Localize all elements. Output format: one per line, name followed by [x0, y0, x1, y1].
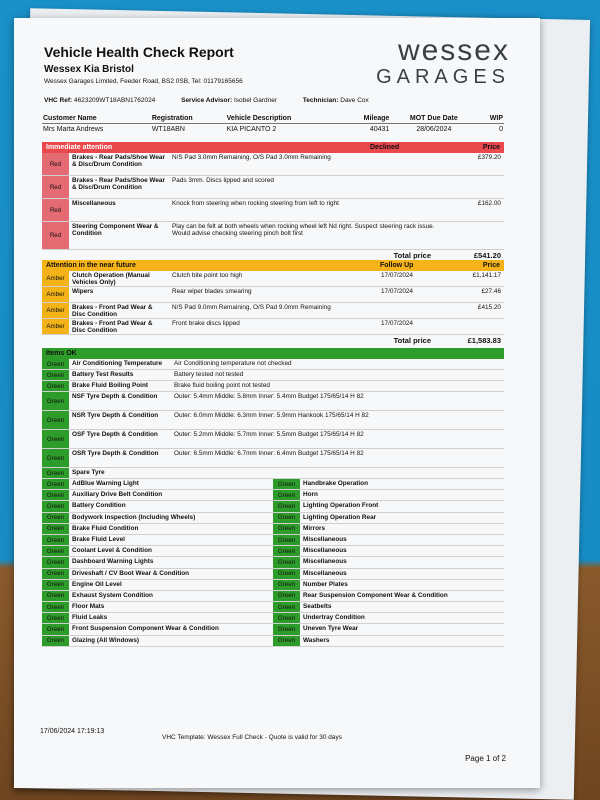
item-price: £162.00 — [477, 200, 501, 207]
list-item — [42, 602, 273, 613]
item-name: Engine Oil Level — [72, 580, 122, 588]
item-name: Miscellaneous — [72, 200, 116, 207]
col-customer: Customer Name — [42, 114, 151, 124]
mot-due: 28/06/2024 — [416, 126, 452, 133]
item-name: Battery Test Results — [72, 371, 134, 378]
item-name: Lighting Operation Rear — [303, 513, 377, 521]
table-row — [42, 359, 504, 370]
list-item — [273, 501, 504, 512]
dealer-name: Wessex Kia Bristol — [44, 64, 134, 75]
status-badge: Amber — [42, 303, 69, 318]
item-note: Battery tested not tested — [174, 371, 244, 378]
near-future-total — [42, 335, 504, 346]
table-row — [42, 468, 504, 479]
status-badge: Green — [42, 546, 69, 556]
item-name: Miscellaneous — [303, 558, 347, 566]
item-note: Outer: 5.2mm Middle: 5.7mm Inner: 5.5mm Budget 175/65/14 H 82 — [174, 431, 364, 438]
item-price — [446, 176, 504, 198]
item-name: Miscellaneous — [303, 547, 347, 555]
status-badge: Green — [42, 591, 69, 601]
status-badge: Green — [42, 535, 69, 545]
item-name: Air Conditioning Temperature — [72, 360, 163, 367]
total-label: Total price — [393, 336, 431, 345]
status-badge: Red — [42, 176, 69, 198]
status-badge: Green — [273, 557, 300, 567]
report-title: Vehicle Health Check Report — [44, 44, 234, 60]
list-item — [273, 636, 504, 647]
status-badge: Green — [273, 636, 300, 646]
list-item — [42, 535, 273, 546]
status-badge: Green — [273, 569, 300, 579]
status-badge: Green — [273, 535, 300, 545]
item-price: £415.20 — [477, 304, 501, 311]
item-name: NSR Tyre Depth & Condition — [72, 412, 159, 419]
item-note: Outer: 6.5mm Middle: 6.7mm Inner: 6.4mm Budget 175/65/14 H 82 — [174, 450, 364, 457]
declined-header: Declined — [370, 144, 400, 151]
table-row — [42, 370, 504, 381]
item-price: £379.20 — [477, 154, 501, 161]
item-name: Glazing (All Windows) — [72, 636, 140, 644]
item-name: Brakes - Front Pad Wear & Disc Condition — [72, 320, 153, 334]
item-price — [446, 319, 504, 334]
logo-line2: GARAGES — [376, 66, 510, 88]
followup-date: 17/07/2024 — [381, 272, 413, 279]
price-header: Price — [482, 144, 500, 151]
status-badge: Amber — [42, 271, 69, 286]
price-header: Price — [482, 262, 500, 269]
advisor-label: Service Advisor: — [181, 97, 233, 104]
item-name: Miscellaneous — [303, 535, 347, 543]
status-badge: Green — [42, 557, 69, 567]
report-sheet — [14, 18, 540, 788]
item-note: Brake fluid boiling point not tested — [174, 382, 270, 389]
technician: Dave Cox — [340, 97, 369, 104]
table-row — [42, 319, 504, 335]
items-ok-header — [42, 348, 504, 359]
status-badge: Green — [42, 468, 69, 478]
status-badge: Green — [42, 524, 69, 534]
item-note: N/S Pad 9.0mm Remaining, O/S Pad 9.0mm Remaining — [172, 304, 331, 311]
item-note: Rear wiper blades smearing — [172, 288, 252, 295]
items-ok-right-column — [273, 479, 504, 647]
item-name: Brakes - Rear Pads/Shoe Wear & Disc/Drum Condition — [72, 154, 165, 168]
mileage: 40431 — [369, 126, 390, 133]
logo-line1: wessex — [397, 34, 510, 67]
items-ok-grid — [42, 479, 504, 647]
near-future-title: Attention in the near future — [46, 262, 136, 269]
list-item — [42, 546, 273, 557]
item-note: Outer: 6.0mm Middle: 6.3mm Inner: 5.9mm Hankook 175/65/14 H 82 — [174, 412, 369, 419]
status-badge: Green — [42, 490, 69, 500]
reference-row — [44, 97, 504, 104]
list-item — [42, 591, 273, 602]
item-name: Bodywork Inspection (Including Wheels) — [72, 513, 196, 521]
list-item — [273, 513, 504, 524]
item-name: Rear Suspension Component Wear & Condition — [303, 591, 448, 599]
status-badge: Green — [42, 479, 69, 489]
item-name: Seatbelts — [303, 603, 332, 611]
table-row — [42, 153, 504, 176]
item-name: Horn — [303, 491, 318, 499]
list-item — [273, 535, 504, 546]
list-item — [42, 613, 273, 624]
item-note — [171, 468, 504, 478]
list-item — [273, 591, 504, 602]
list-item — [42, 624, 273, 635]
status-badge: Green — [42, 513, 69, 523]
table-row — [42, 449, 504, 468]
followup-date: 17/07/2024 — [381, 320, 413, 327]
item-name: Washers — [303, 636, 330, 644]
page-number: Page 1 of 2 — [465, 754, 506, 763]
list-item — [273, 613, 504, 624]
item-name: Brakes - Rear Pads/Shoe Wear & Disc/Drum Condition — [72, 177, 165, 191]
item-name: Floor Mats — [72, 603, 105, 611]
item-note: Pads 3mm. Discs lipped and scored — [172, 177, 274, 184]
table-row — [42, 287, 504, 303]
item-name: Uneven Tyre Wear — [303, 625, 359, 633]
status-badge: Green — [42, 613, 69, 623]
list-item — [42, 580, 273, 591]
col-mot: MOT Due Date — [390, 114, 477, 124]
item-name: Exhaust System Condition — [72, 591, 153, 599]
wessex-logo — [376, 36, 510, 88]
item-price — [446, 222, 504, 249]
status-badge: Green — [273, 613, 300, 623]
status-badge: Green — [42, 501, 69, 511]
item-name: AdBlue Warning Light — [72, 480, 139, 487]
near-future-header — [42, 260, 504, 271]
item-name: Clutch Operation (Manual Vehicles Only) — [72, 272, 150, 286]
status-badge: Green — [42, 411, 69, 429]
status-badge: Green — [42, 381, 69, 391]
table-row — [42, 176, 504, 199]
status-badge: Green — [273, 580, 300, 590]
item-name: NSF Tyre Depth & Condition — [72, 393, 158, 400]
item-name: Undertray Condition — [303, 614, 365, 622]
status-badge: Green — [273, 490, 300, 500]
status-badge: Green — [42, 430, 69, 448]
table-row — [42, 199, 504, 222]
list-item — [273, 490, 504, 501]
table-row — [42, 381, 504, 392]
status-badge: Green — [273, 524, 300, 534]
list-item — [273, 624, 504, 635]
status-badge: Green — [42, 569, 69, 579]
item-name: OSF Tyre Depth & Condition — [72, 431, 158, 438]
item-name: Fluid Leaks — [72, 614, 108, 622]
immediate-header — [42, 142, 504, 153]
status-badge: Green — [273, 546, 300, 556]
table-row — [42, 392, 504, 411]
list-item — [273, 479, 504, 490]
item-note: Air Conditioning temperature not checked — [174, 360, 292, 367]
list-item — [42, 490, 273, 501]
status-badge: Amber — [42, 319, 69, 334]
advisor: Isobel Gardner — [233, 97, 277, 104]
total-label: Total price — [393, 251, 431, 260]
list-item — [42, 513, 273, 524]
item-name: Auxiliary Drive Belt Condition — [72, 491, 163, 499]
item-name: Brake Fluid Level — [72, 535, 125, 543]
item-note: Play can be felt at both wheels when rocking wheel left Nd right. Suspect steering rack issue. Would advise checking steering pinch bolt first — [172, 223, 435, 237]
item-name: Battery Condition — [72, 502, 126, 510]
list-item — [273, 569, 504, 580]
status-badge: Green — [273, 479, 300, 489]
item-name: Brake Fluid Boiling Point — [72, 382, 148, 389]
item-note: Knock from steering when rocking steering from left to right — [172, 200, 339, 207]
status-badge: Green — [273, 624, 300, 634]
print-datetime: 17/06/2024 17:19:13 — [40, 728, 105, 735]
vehicle-description: KIA PICANTO 2 — [226, 126, 277, 133]
list-item — [42, 557, 273, 568]
item-note: Front brake discs lipped — [172, 320, 240, 327]
vhc-ref-label: VHC Ref: — [44, 97, 73, 104]
item-name: Brakes - Front Pad Wear & Disc Condition — [72, 304, 153, 318]
item-note: N/S Pad 3.0mm Remaining, O/S Pad 3.0mm Remaining — [172, 154, 331, 161]
item-price: £27.46 — [481, 288, 501, 295]
item-name: Handbrake Operation — [303, 480, 368, 487]
item-name: Spare Tyre — [72, 469, 105, 476]
table-row — [42, 411, 504, 430]
tech-label: Technician: — [302, 97, 339, 104]
followup-date — [378, 303, 446, 318]
status-badge: Green — [42, 580, 69, 590]
list-item — [42, 524, 273, 535]
status-badge: Green — [42, 602, 69, 612]
list-item — [273, 580, 504, 591]
status-badge: Green — [273, 591, 300, 601]
list-item — [42, 636, 273, 647]
near-future-section — [42, 260, 504, 346]
items-ok-left-column — [42, 479, 273, 647]
status-badge: Green — [42, 636, 69, 646]
col-vehicle: Vehicle Description — [226, 114, 342, 124]
items-ok-section — [42, 348, 504, 647]
item-name: Front Suspension Component Wear & Condition — [72, 625, 219, 633]
status-badge: Red — [42, 153, 69, 175]
table-row — [42, 222, 504, 250]
vhc-ref: 4623209WT18ABN1762024 — [73, 97, 156, 104]
status-badge: Green — [42, 392, 69, 410]
immediate-title: Immediate attention — [46, 144, 113, 151]
item-name: Wipers — [72, 288, 94, 295]
customer-table — [42, 114, 504, 135]
list-item — [273, 557, 504, 568]
status-badge: Green — [42, 370, 69, 380]
status-badge: Red — [42, 199, 69, 221]
followup-date: 17/07/2024 — [381, 288, 413, 295]
list-item — [273, 546, 504, 557]
followup-header: Follow Up — [380, 262, 414, 269]
table-row — [42, 271, 504, 287]
item-name: OSR Tyre Depth & Condition — [72, 450, 159, 457]
list-item — [273, 602, 504, 613]
status-badge: Green — [42, 624, 69, 634]
item-price: £1,141.17 — [472, 272, 501, 279]
status-badge: Green — [273, 501, 300, 511]
status-badge: Green — [42, 449, 69, 467]
customer-name: Mrs Marta Andrews — [43, 126, 104, 133]
items-ok-title: Items OK — [46, 350, 77, 357]
item-name: Coolant Level & Condition — [72, 547, 152, 555]
col-registration: Registration — [151, 114, 226, 124]
item-name: Mirrors — [303, 524, 326, 532]
list-item — [42, 569, 273, 580]
item-name: Steering Component Wear & Condition — [72, 223, 159, 237]
item-name: Miscellaneous — [303, 569, 347, 577]
status-badge: Red — [42, 222, 69, 249]
list-item — [42, 501, 273, 512]
dealer-address: Wessex Garages Limited, Feeder Road, BS2 0SB, Tel: 01179165656 — [44, 78, 243, 85]
list-item — [42, 479, 273, 490]
item-name: Brake Fluid Condition — [72, 524, 139, 532]
item-note: Outer: 5.4mm Middle: 5.8mm Inner: 5.4mm Budget 175/65/14 H 82 — [174, 393, 364, 400]
item-name: Lighting Operation Front — [303, 502, 379, 510]
status-badge: Green — [42, 359, 69, 369]
status-badge: Amber — [42, 287, 69, 302]
list-item — [273, 524, 504, 535]
col-wip: WIP — [477, 114, 504, 124]
wip: 0 — [499, 126, 503, 133]
item-name: Dashboard Warning Lights — [72, 558, 154, 566]
table-row — [42, 303, 504, 319]
status-badge: Green — [273, 513, 300, 523]
item-name: Number Plates — [303, 580, 348, 588]
status-badge: Green — [273, 602, 300, 612]
total-value: £1,583.83 — [467, 336, 501, 345]
item-note: Clutch bite point too high — [172, 272, 243, 279]
immediate-section — [42, 142, 504, 261]
total-value: £541.20 — [473, 251, 501, 260]
template-note: VHC Template: Wessex Full Check - Quote is valid for 30 days — [162, 734, 343, 741]
col-mileage: Mileage — [342, 114, 390, 124]
item-name: Driveshaft / CV Boot Wear & Condition — [72, 569, 190, 577]
registration: WT18ABN — [151, 126, 185, 133]
table-row — [42, 430, 504, 449]
